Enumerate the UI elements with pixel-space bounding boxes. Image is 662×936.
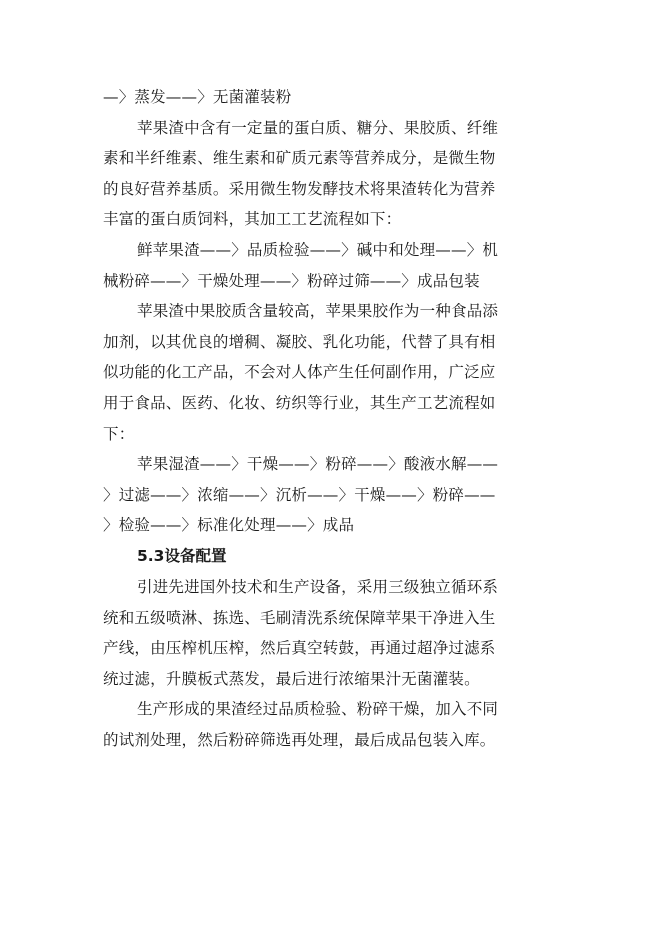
text-line-equipment-4: 统过滤，升膜板式蒸发，最后进行浓缩果汁无菌灌装。 — [103, 669, 480, 688]
text-line-pectin-safety: 似功能的化工产品，不会对人体产生任何副作用，广泛应 — [103, 363, 496, 382]
text-line-pomace-handling-2: 的试剂处理，然后粉碎筛选再处理，最后成品包装入库。 — [103, 730, 496, 749]
text-line-feed-flow-1: 鲜苹果渣——〉品质检验——〉碱中和处理——〉机 — [137, 240, 499, 259]
text-line-equipment-1: 引进先进国外技术和生产设备，采用三级独立循环系 — [137, 577, 499, 596]
document-page — [103, 82, 547, 755]
text-line-pectin-flow-3: 〉检验——〉标准化处理——〉成品 — [103, 516, 355, 535]
text-line-pectin-intro: 苹果渣中果胶质含量较高，苹果果胶作为一种食品添 — [137, 302, 499, 321]
text-line-equipment-3: 产线，由压榨机压榨，然后真空转鼓，再通过超净过滤系 — [103, 639, 496, 658]
text-line-process-end: —〉蒸发——〉无菌灌装粉 — [103, 88, 292, 106]
text-line-pomace-nutrients-2: 素和半纤维素、维生素和矿质元素等营养成分，是微生物 — [103, 149, 496, 168]
section-heading-equipment: 5.3设备配置 — [137, 546, 227, 565]
text-line-pectin-flow-2: 〉过滤——〉浓缩——〉沉析——〉干燥——〉粉碎—— — [103, 485, 496, 504]
text-line-pomace-nutrients: 苹果渣中含有一定量的蛋白质、糖分、果胶质、纤维 — [137, 118, 499, 137]
text-line-equipment-2: 统和五级喷淋、拣选、毛刷清洗系统保障苹果干净进入生 — [103, 608, 496, 627]
text-line-pectin-process: 下： — [103, 424, 135, 443]
text-line-pectin-functions: 加剂，以其优良的增稠、凝胶、乳化功能，代替了具有相 — [103, 332, 496, 351]
text-line-pectin-flow-1: 苹果湿渣——〉干燥——〉粉碎——〉酸液水解—— — [137, 455, 499, 474]
text-line-pectin-uses: 用于食品、医药、化妆、纺织等行业，其生产工艺流程如 — [103, 393, 496, 412]
text-line-fermentation: 的良好营养基质。采用微生物发酵技术将果渣转化为营养 — [103, 179, 496, 198]
text-line-feed-flow-2: 械粉碎——〉干燥处理——〉粉碎过筛——〉成品包装 — [103, 271, 480, 290]
text-line-pomace-handling-1: 生产形成的果渣经过品质检验、粉碎干燥，加入不同 — [137, 700, 499, 719]
text-line-feed-process: 丰富的蛋白质饲料，其加工工艺流程如下： — [103, 210, 402, 229]
